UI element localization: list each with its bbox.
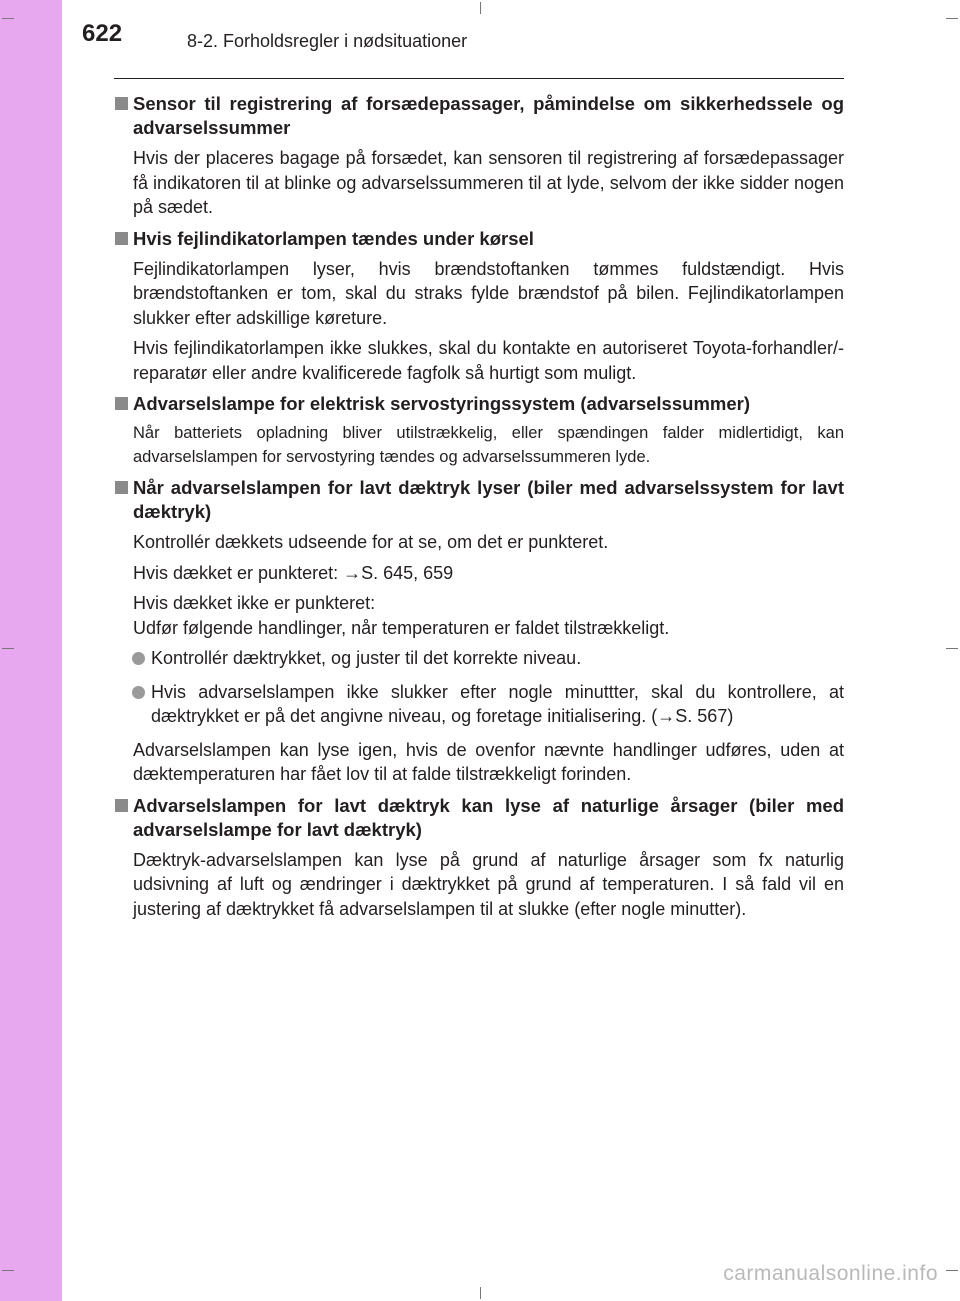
square-bullet-icon [115, 397, 128, 410]
square-bullet-icon [115, 232, 128, 245]
paragraph: Når batteriets opladning bliver utilstrækkelig, eller spændingen falder midlertidigt, kan advarselslampen for servostyring tændes og advarselssummeren lyde. [133, 424, 844, 466]
list-item: Kontrollér dæktrykket, og juster til det korrekte niveau. [113, 646, 844, 671]
paragraph: Advarselslampen kan lyse igen, hvis de ovenfor nævnte handlinger udføres, uden at dæktemperaturen har fået lov til at falde tilstrækkeligt forinden. [133, 739, 844, 784]
page-edge-tab [0, 0, 62, 1301]
crop-mark [2, 648, 14, 649]
crop-mark [480, 1287, 481, 1299]
paragraph: Hvis dækket er punkteret: →S. 645, 659 [133, 562, 454, 583]
section-heading: Hvis fejlindikatorlampen tændes under kørsel [113, 227, 844, 251]
paragraph: Hvis fejlindikatorlampen ikke slukkes, skal du kontakte en autoriseret Toyota-forhandler/-reparatør eller andre kvalificerede fagfolk så hurtigt som muligt. [133, 338, 844, 383]
square-bullet-icon [115, 97, 128, 110]
crop-mark [480, 2, 481, 14]
crop-mark [2, 1270, 14, 1271]
section-natural-causes [113, 794, 844, 922]
square-bullet-icon [115, 481, 128, 494]
section-heading: Advarselslampen for lavt dæktryk kan lyse af naturlige årsager (biler med advarselslampe for lavt dæktryk) [113, 794, 844, 842]
section-heading: Advarselslampe for elektrisk servostyringssystem (advarselssummer) [113, 392, 844, 416]
section-title: 8-2. Forholdsregler i nødsituationer [187, 31, 468, 51]
section-malfunction-lamp [113, 227, 844, 386]
section-power-steering [113, 392, 844, 469]
crop-mark [946, 1270, 958, 1271]
paragraph: Hvis der placeres bagage på forsædet, kan sensoren til registrering af forsædepassager få indikatoren til at blinke og advarselssummeren til at lyde, selvom der ikke sidder nogen på sædet. [133, 148, 844, 217]
page-body [113, 92, 844, 928]
paragraph [113, 591, 844, 640]
square-bullet-icon [115, 799, 128, 812]
watermark: carmanualsonline.info [723, 1262, 938, 1285]
header-rule [114, 78, 844, 79]
section-tire-pressure [113, 476, 844, 787]
section-heading: Sensor til registrering af forsædepassager, påmindelse om sikkerhedssele og advarselssummer [113, 92, 844, 140]
crop-mark [946, 648, 958, 649]
paragraph-line: Udfør følgende handlinger, når temperaturen er faldet tilstrækkeligt. [133, 617, 670, 638]
round-bullet-icon [132, 686, 145, 699]
paragraph-line: Hvis dækket ikke er punkteret: [133, 593, 376, 613]
paragraph: Dæktryk-advarselslampen kan lyse på grund af naturlige årsager som fx naturlig udsivning af luft og ændringer i dæktrykket på grund af temperaturen. I så fald vil en justering af dæktrykket få advarselslampen til at slukke (efter nogle minutter). [133, 849, 844, 919]
section-heading: Når advarselslampen for lavt dæktryk lyser (biler med advarselssystem for lavt dæktryk) [113, 476, 844, 524]
crop-mark [2, 18, 14, 19]
crop-mark [946, 18, 958, 19]
list-item: Hvis advarselslampen ikke slukker efter nogle minuttter, skal du kontrollere, at dæktrykket er på det angivne niveau, og foretage initialisering. (→S. 567) [113, 680, 844, 729]
paragraph: Fejlindikatorlampen lyser, hvis brændstoftanken tømmes fuldstændigt. Hvis brændstoftanken er tom, skal du straks fylde brændstof på bilen. Fejlindikatorlampen slukker efter adskillige køreture. [133, 258, 844, 328]
section-seat-sensor [113, 92, 844, 220]
round-bullet-icon [132, 652, 145, 665]
paragraph: Kontrollér dækkets udseende for at se, om det er punkteret. [133, 532, 609, 552]
page-number: 622 [82, 20, 123, 47]
